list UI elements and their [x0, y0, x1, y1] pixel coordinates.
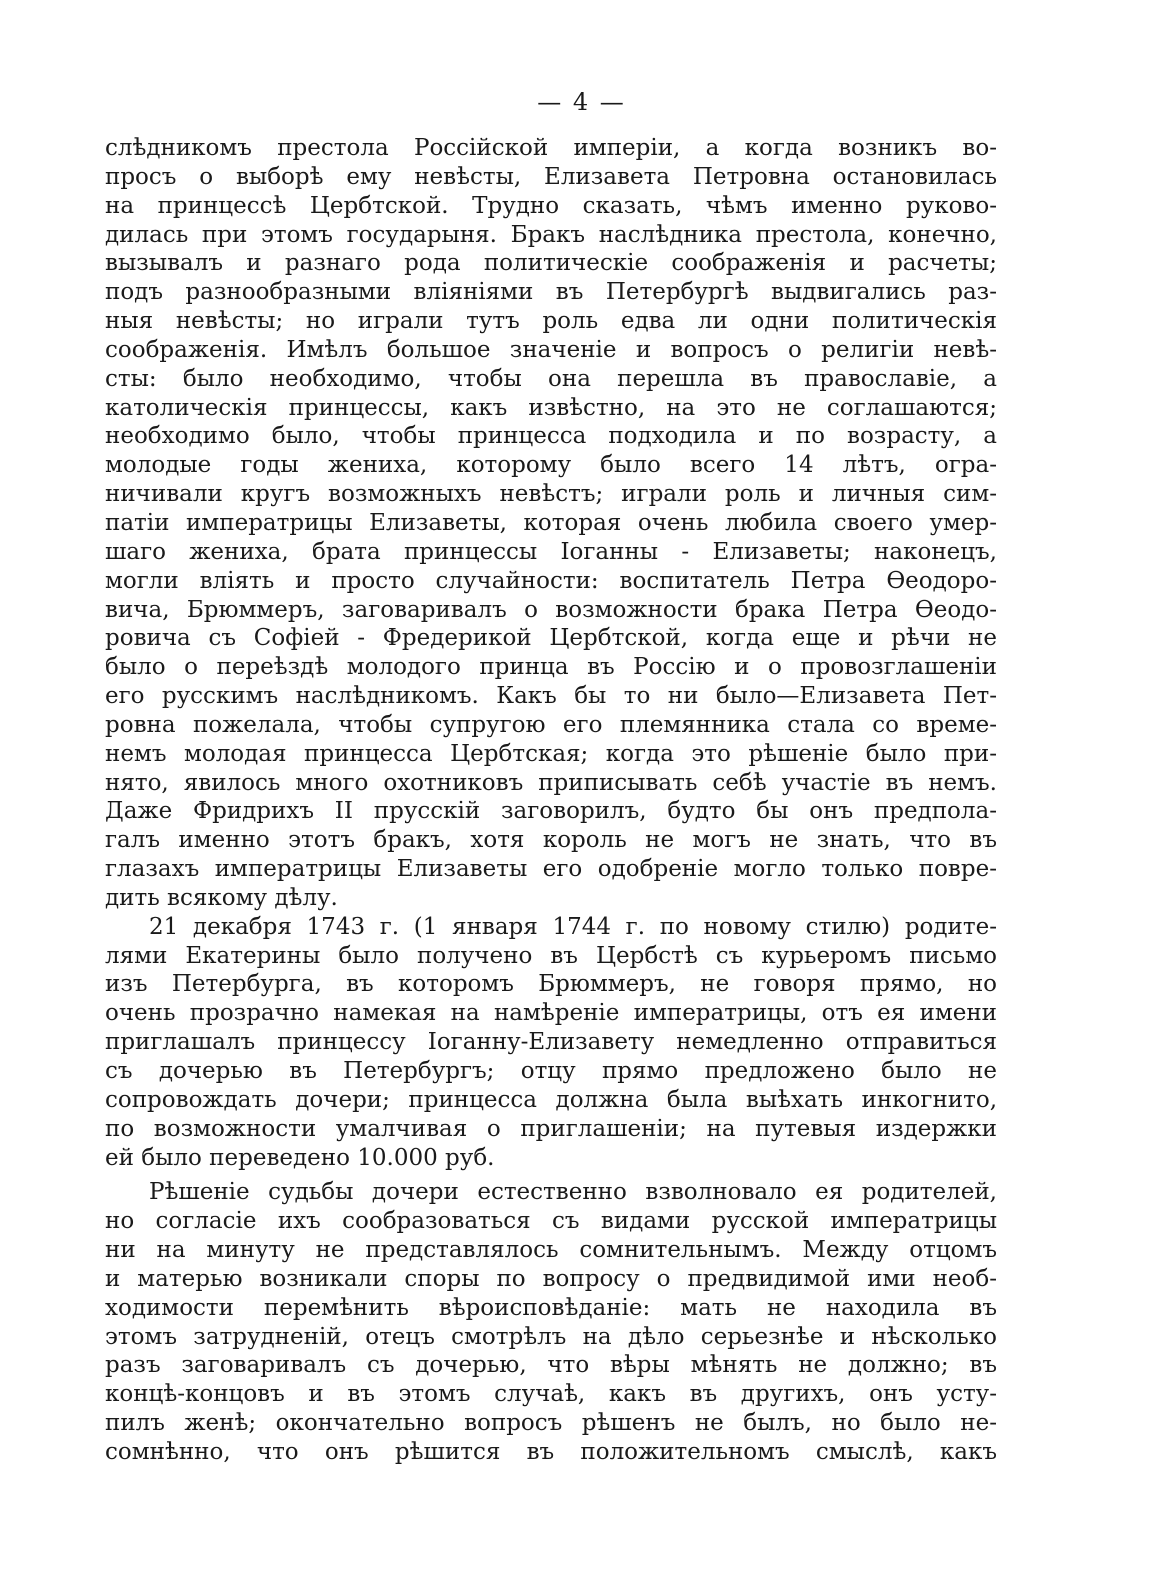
- text-line: концѣ-концовъ и въ этомъ случаѣ, какъ въ другихъ, онъ усту-: [105, 1381, 997, 1408]
- text-line: нято, явилось много охотниковъ приписывать себѣ участіе въ немъ.: [105, 769, 997, 796]
- text-line: 21 декабря 1743 г. (1 января 1744 г. по новому стилю) родите-: [149, 913, 997, 940]
- text-line: необходимо было, чтобы принцесса подходила и по возрасту, а: [105, 423, 997, 450]
- text-line: приглашалъ принцессу Іоганну-Елизавету немедленно отправиться: [105, 1029, 997, 1056]
- text-line: разъ заговаривалъ съ дочерью, что вѣры мѣнять не должно; въ: [105, 1352, 997, 1379]
- text-line: ни на минуту не представлялось сомнительнымъ. Между отцомъ: [105, 1237, 997, 1264]
- text-line: но согласіе ихъ сообразоваться съ видами русской императрицы: [105, 1208, 997, 1235]
- text-line: сты: было необходимо, чтобы она перешла въ православіе, а: [105, 365, 997, 392]
- text-line: ей было переведено 10.000 руб.: [105, 1144, 495, 1171]
- text-line: слѣдникомъ престола Россійской имперіи, а когда возникъ во-: [105, 135, 997, 161]
- text-line: Рѣшеніе судьбы дочери естественно взволновало ея родителей,: [149, 1179, 997, 1206]
- text-line: подъ разнообразными вліяніями въ Петербургѣ выдвигались раз-: [105, 279, 997, 306]
- text-line: ныя невѣсты; но играли тутъ роль едва ли одни политическія: [105, 308, 997, 335]
- text-line: католическія принцессы, какъ извѣстно, на это не соглашаются;: [105, 394, 997, 421]
- text-line: шаго жениха, брата принцессы Іоганны - Елизаветы; наконецъ,: [105, 538, 997, 565]
- text-line: немъ молодая принцесса Цербтская; когда это рѣшеніе было при-: [105, 740, 997, 767]
- text-line: сопровождать дочери; принцесса должна была выѣхать инкогнито,: [105, 1086, 997, 1113]
- text-line: ходимости перемѣнить вѣроисповѣданіе: мать не находила въ: [105, 1294, 997, 1321]
- text-line: сомнѣнно, что онъ рѣшится въ положительномъ смыслѣ, какъ: [105, 1438, 997, 1465]
- text-line: просъ о выборѣ ему невѣсты, Елизавета Петровна остановилась: [105, 163, 997, 190]
- paragraph-2: [105, 913, 997, 1173]
- paragraph-3: [105, 1178, 997, 1466]
- text-line: на принцессѣ Цербтской. Трудно сказать, чѣмъ именно руково-: [105, 192, 997, 219]
- text-line: вича, Брюммеръ, заговаривалъ о возможности брака Петра Ѳеодо-: [105, 596, 997, 623]
- paragraph-1: [105, 134, 997, 913]
- text-line: этомъ затрудненій, отецъ смотрѣлъ на дѣло серьезнѣе и нѣсколько: [105, 1323, 997, 1350]
- text-line: ровича съ Софіей - Фредерикой Цербтской, когда еще и рѣчи не: [105, 625, 997, 652]
- text-line: Даже Фридрихъ II прусскій заговорилъ, будто бы онъ предпола-: [105, 798, 997, 825]
- text-line: соображенія. Имѣлъ большое значеніе и вопросъ о религіи невѣ-: [105, 336, 997, 363]
- text-line: дить всякому дѣлу.: [105, 884, 338, 911]
- text-line: вызывалъ и разнаго рода политическіе соображенія и расчеты;: [105, 250, 997, 277]
- body-text: [105, 134, 997, 1467]
- text-line: по возможности умалчивая о приглашеніи; на путевыя издержки: [105, 1115, 997, 1142]
- text-line: очень прозрачно намекая на намѣреніе императрицы, отъ ея имени: [105, 1000, 997, 1027]
- text-line: дилась при этомъ государыня. Бракъ наслѣдника престола, конечно,: [105, 221, 997, 248]
- text-line: его русскимъ наслѣдникомъ. Какъ бы то ни было—Елизавета Пет-: [105, 683, 997, 710]
- text-line: и матерью возникали споры по вопросу о предвидимой ими необ-: [105, 1265, 997, 1292]
- text-line: изъ Петербурга, въ которомъ Брюммеръ, не говоря прямо, но: [105, 971, 997, 998]
- text-line: лями Екатерины было получено въ Цербстѣ съ курьеромъ письмо: [105, 942, 997, 969]
- text-line: галъ именно этотъ бракъ, хотя король не могъ не знать, что въ: [105, 827, 997, 854]
- text-line: глазахъ императрицы Елизаветы его одобреніе могло только повре-: [105, 856, 997, 883]
- text-line: было о переѣздѣ молодого принца въ Россію и о провозглашеніи: [105, 654, 997, 681]
- page-number: — 4 —: [537, 88, 626, 116]
- text-line: ровна пожелала, чтобы супругою его племянника стала со време-: [105, 711, 997, 738]
- text-line: ничивали кругъ возможныхъ невѣстъ; играли роль и личныя сим-: [105, 481, 997, 508]
- text-line: молодые годы жениха, которому было всего 14 лѣтъ, огра-: [105, 452, 997, 479]
- text-line: патіи императрицы Елизаветы, которая очень любила своего умер-: [105, 509, 997, 536]
- text-line: могли вліять и просто случайности: воспитатель Петра Ѳеодоро-: [105, 567, 997, 594]
- text-line: пилъ женѣ; окончательно вопросъ рѣшенъ не былъ, но было не-: [105, 1410, 997, 1437]
- text-line: съ дочерью въ Петербургъ; отцу прямо предложено было не: [105, 1058, 997, 1084]
